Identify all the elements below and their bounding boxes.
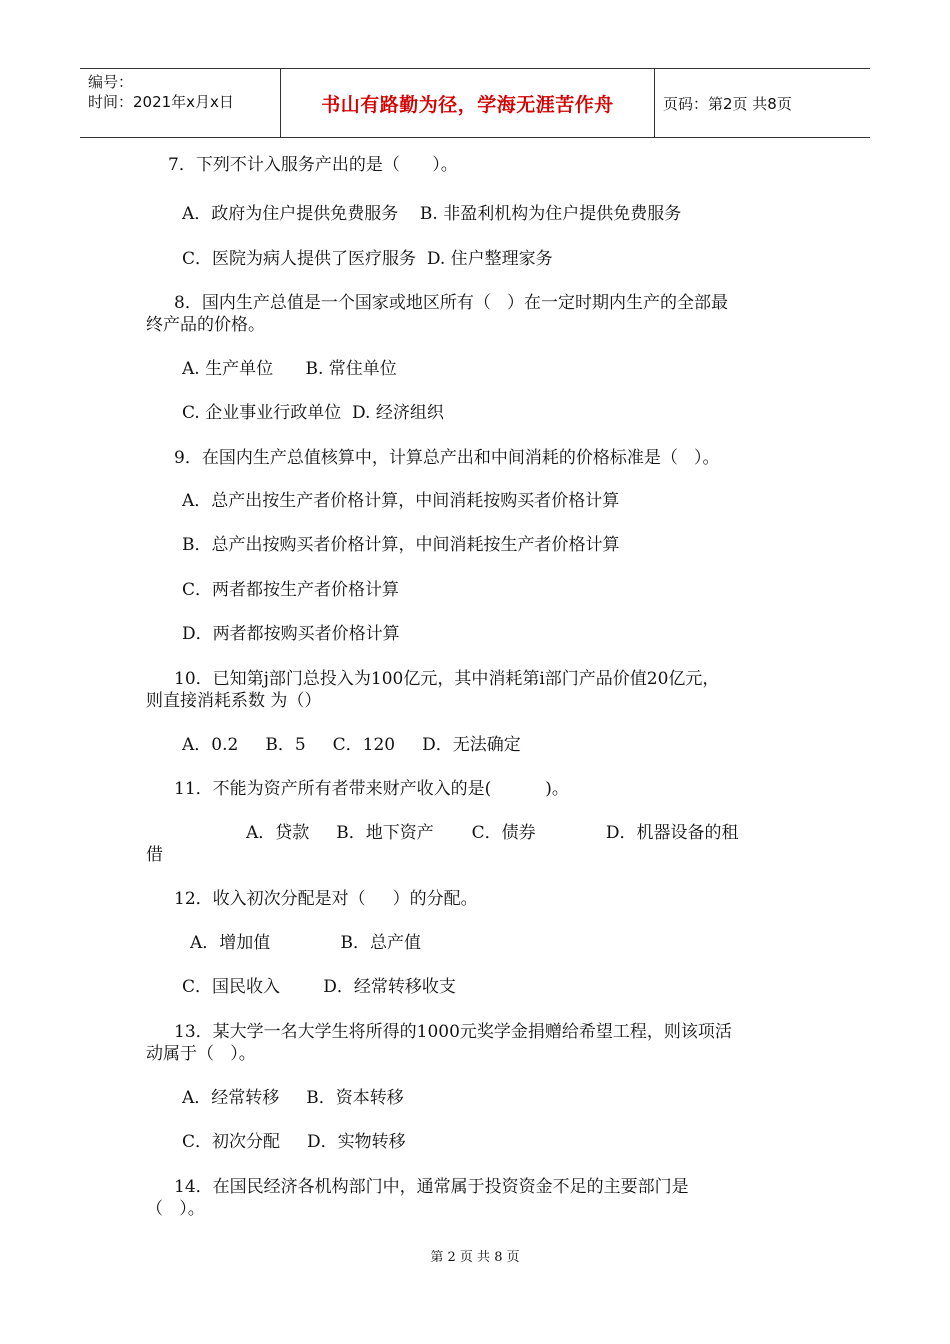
time-label: 时间：2021年x月x日 <box>88 93 234 111</box>
q7-options-ab: A．政府为住户提供免费服务 B. 非盈利机构为住户提供免费服务 <box>182 204 682 224</box>
q13-options-ab: A．经常转移 B．资本转移 <box>182 1088 404 1108</box>
q10-options: A．0.2 B．5 C．120 D．无法确定 <box>182 735 521 755</box>
page-header <box>80 68 870 138</box>
header-page-info: 页码：第2页 共8页 <box>663 94 792 113</box>
q9-option-b: B．总产出按购买者价格计算，中间消耗按生产者价格计算 <box>182 535 620 555</box>
q9-option-d: D．两者都按购买者价格计算 <box>182 624 400 644</box>
question-13: 13．某大学一名大学生将所得的1000元奖学金捐赠给希望工程，则该项活 <box>174 1022 732 1042</box>
q12-options-ab: A．增加值 B．总产值 <box>190 933 422 953</box>
page-footer: 第 2 页 共 8 页 <box>430 1250 520 1265</box>
q11-options-cont: 借 <box>146 845 163 865</box>
question-10-cont: 则直接消耗系数 为（） <box>146 691 322 711</box>
header-meta <box>80 69 281 137</box>
question-7: 7．下列不计入服务产出的是（ ）。 <box>168 155 458 175</box>
number-label: 编号： <box>88 73 134 91</box>
question-8-cont: 终产品的价格。 <box>146 315 265 335</box>
question-9: 9．在国内生产总值核算中，计算总产出和中间消耗的价格标准是（ ）。 <box>174 448 720 468</box>
question-11: 11．不能为资产所有者带来财产收入的是( )。 <box>174 779 569 799</box>
question-14: 14．在国民经济各机构部门中，通常属于投资资金不足的主要部门是 <box>174 1177 689 1197</box>
q12-options-cd: C．国民收入 D．经常转移收支 <box>182 977 456 997</box>
q13-options-cd: C．初次分配 D．实物转移 <box>182 1132 406 1152</box>
q11-options: A．贷款 B．地下资产 C．债券 D．机器设备的租 <box>246 823 739 843</box>
question-10: 10．已知第j部门总投入为100亿元，其中消耗第i部门产品价值20亿元， <box>174 669 720 689</box>
question-14-cont: （ ）。 <box>146 1199 205 1219</box>
question-13-cont: 动属于（ ）。 <box>146 1044 256 1064</box>
q8-options-cd: C. 企业事业行政单位 D. 经济组织 <box>182 403 444 423</box>
question-12: 12．收入初次分配是对（ ）的分配。 <box>174 889 478 909</box>
q9-option-a: A．总产出按生产者价格计算，中间消耗按购买者价格计算 <box>182 491 620 511</box>
question-8: 8．国内生产总值是一个国家或地区所有（ ）在一定时期内生产的全部最 <box>174 293 729 313</box>
q7-options-cd: C．医院为病人提供了医疗服务 D. 住户整理家务 <box>182 249 553 269</box>
q9-option-c: C．两者都按生产者价格计算 <box>182 580 400 600</box>
header-motto: 书山有路勤为径，学海无涯苦作舟 <box>281 69 655 137</box>
q8-options-ab: A. 生产单位 B. 常住单位 <box>182 359 397 379</box>
